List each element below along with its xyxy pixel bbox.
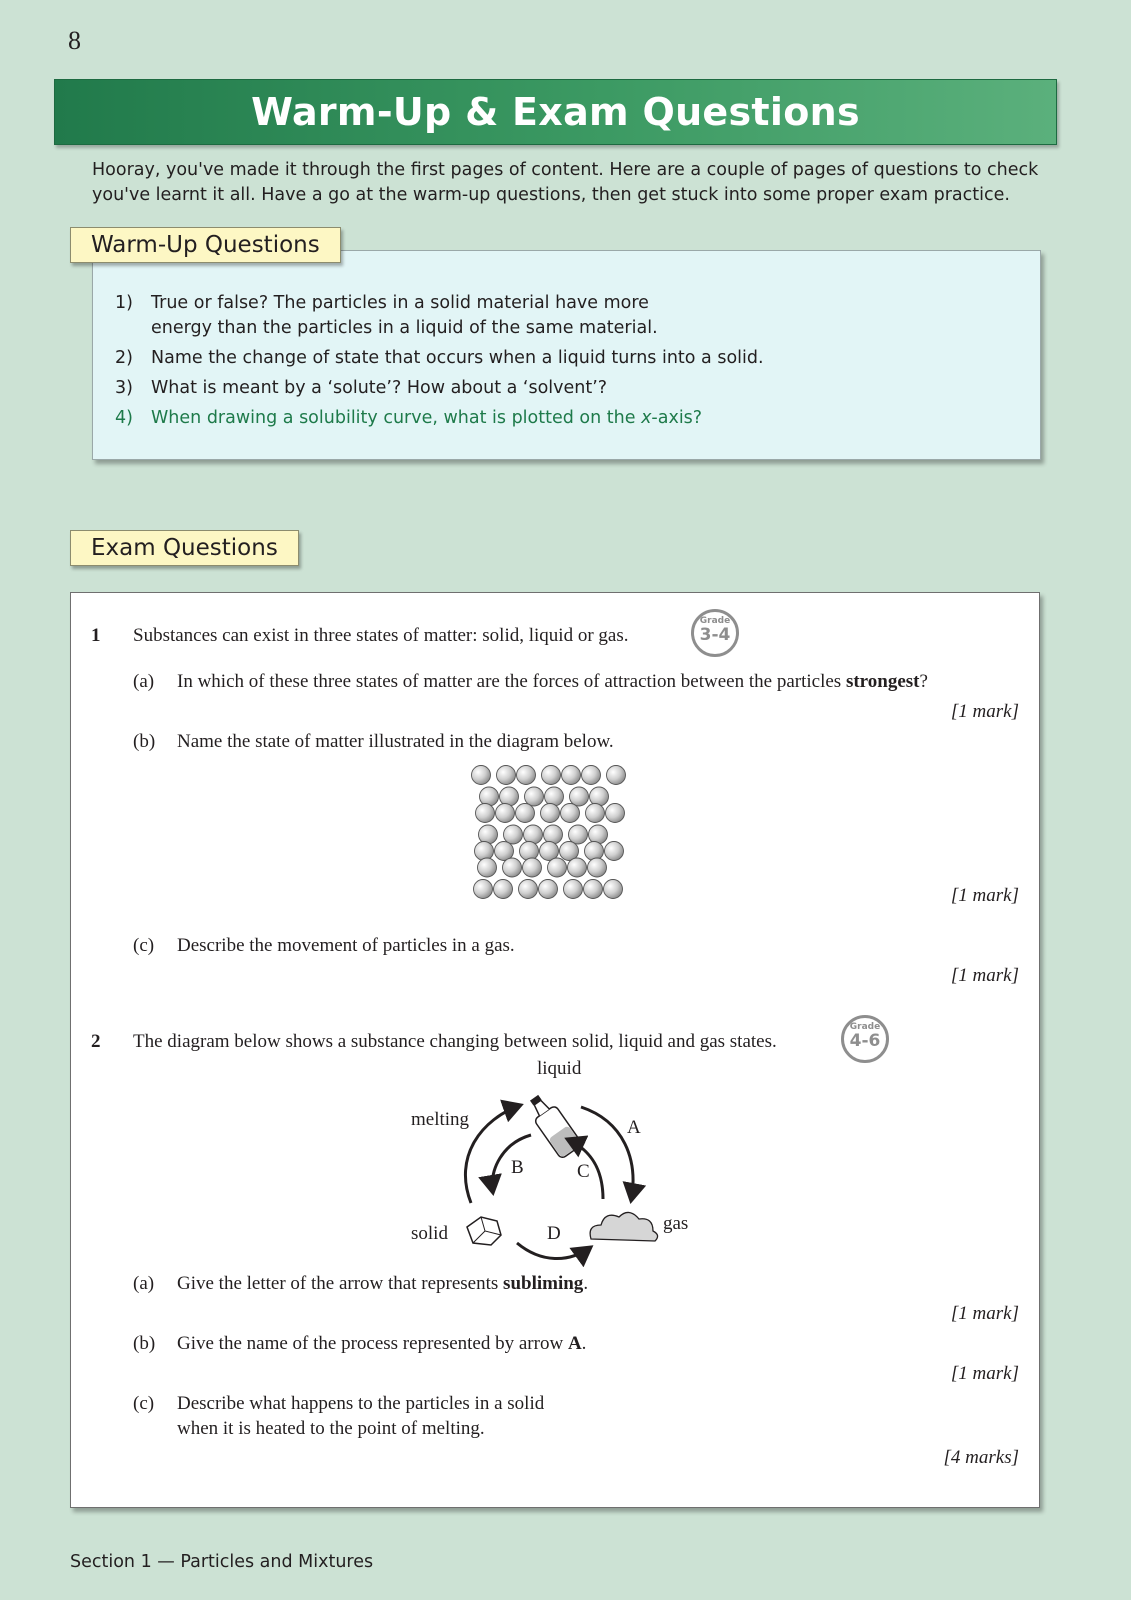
particle xyxy=(586,804,605,823)
warmup-item-number: 1) xyxy=(115,293,133,313)
part-text: Name the state of matter illustrated in the diagram below. xyxy=(177,731,614,752)
rock-icon xyxy=(467,1217,501,1245)
particle xyxy=(504,825,523,844)
intro-text: Hooray, you've made it through the first pages of content. Here are a couple of pages of questions to check you've learnt it all. Have a go at the warm-up questions, then get stuck into some proper exam practice. xyxy=(92,160,1039,205)
page-number: 8 xyxy=(68,26,81,55)
particle xyxy=(545,787,564,806)
part-text xyxy=(177,1333,586,1355)
grade-value: 4-6 xyxy=(849,1031,881,1051)
particle xyxy=(568,858,587,877)
particle xyxy=(479,825,498,844)
particle xyxy=(494,880,513,899)
warmup-item-text-part: -axis? xyxy=(651,408,703,428)
part-text-part: Give the letter of the arrow that represents xyxy=(177,1273,504,1294)
particle xyxy=(544,825,563,844)
particle xyxy=(584,880,603,899)
particle xyxy=(605,842,624,861)
solid-particles-diagram xyxy=(471,765,627,901)
warmup-item xyxy=(115,346,1015,371)
particle xyxy=(520,842,539,861)
exam-box xyxy=(70,592,1040,1508)
title-banner xyxy=(54,79,1057,145)
part-text-part: Give the name of the process represented by arrow xyxy=(177,1333,568,1354)
page-title: Warm-Up & Exam Questions xyxy=(251,90,860,134)
exam-heading: Exam Questions xyxy=(70,530,299,566)
particle xyxy=(472,766,491,785)
particle xyxy=(497,766,516,785)
state-change-diagram xyxy=(391,1059,711,1269)
label-d: D xyxy=(547,1223,561,1244)
particle xyxy=(476,804,495,823)
particle xyxy=(516,804,535,823)
warmup-item-number: 3) xyxy=(115,378,133,398)
part-text xyxy=(177,1273,588,1295)
particle xyxy=(525,787,544,806)
part-text-bold: strongest xyxy=(845,671,920,692)
mark-allocation: [4 marks] xyxy=(943,1447,1019,1468)
particle xyxy=(478,858,497,877)
part-text-bold: subliming xyxy=(503,1273,584,1294)
particle xyxy=(585,842,604,861)
part-text xyxy=(177,671,928,693)
particle xyxy=(564,880,583,899)
particle xyxy=(582,766,601,785)
part-label: (c) xyxy=(133,1393,155,1414)
particle xyxy=(607,766,626,785)
warmup-item-italic: x xyxy=(641,408,652,428)
particle xyxy=(480,787,499,806)
particle xyxy=(475,842,494,861)
particle xyxy=(542,766,561,785)
particle xyxy=(562,766,581,785)
particle xyxy=(569,825,588,844)
part-text-part: In which of these three states of matter are the forces of attraction between the particles xyxy=(177,671,846,692)
grade-badge xyxy=(691,609,739,657)
warmup-item-text xyxy=(151,406,951,431)
label-solid: solid xyxy=(411,1223,448,1244)
part-text-part: . xyxy=(583,1273,589,1294)
part-text: Describe what happens to the particles in a solid xyxy=(177,1393,545,1414)
warmup-item-number: 4) xyxy=(115,408,133,428)
particle xyxy=(500,787,519,806)
particle xyxy=(589,825,608,844)
part-text: when it is heated to the point of melting. xyxy=(177,1418,485,1439)
footer-section-label: Section 1 — Particles and Mixtures xyxy=(70,1552,374,1572)
particle xyxy=(541,804,560,823)
warmup-item xyxy=(115,376,1015,401)
particle xyxy=(548,858,567,877)
mark-allocation: [1 mark] xyxy=(950,965,1019,986)
label-gas: gas xyxy=(663,1213,689,1234)
particle xyxy=(570,787,589,806)
particle xyxy=(588,858,607,877)
warmup-box xyxy=(92,250,1041,460)
part-label: (a) xyxy=(133,671,155,692)
particle xyxy=(524,825,543,844)
label-liquid: liquid xyxy=(537,1059,582,1079)
warmup-heading: Warm-Up Questions xyxy=(70,227,341,263)
question-number: 2 xyxy=(91,1031,101,1052)
bottle-icon xyxy=(523,1090,582,1159)
label-b: B xyxy=(511,1157,524,1178)
arrow-d xyxy=(517,1243,591,1259)
warmup-item-text: Name the change of state that occurs when a liquid turns into a solid. xyxy=(151,348,764,368)
particle xyxy=(606,804,625,823)
part-text-bold: A xyxy=(567,1333,582,1354)
warmup-item xyxy=(115,406,1015,431)
warmup-item-text: What is meant by a ‘solute’? How about a ‘solvent’? xyxy=(151,378,608,398)
part-text-part: . xyxy=(581,1333,587,1354)
particle xyxy=(590,787,609,806)
warmup-item-text-part: When drawing a solubility curve, what is plotted on the xyxy=(151,408,642,428)
part-label: (c) xyxy=(133,935,155,956)
mark-allocation: [1 mark] xyxy=(950,1363,1019,1384)
grade-label: Grade xyxy=(699,616,731,626)
particle xyxy=(604,880,623,899)
grade-label: Grade xyxy=(849,1022,881,1032)
warmup-item xyxy=(115,291,1015,341)
label-a: A xyxy=(627,1117,641,1138)
part-text: Describe the movement of particles in a gas. xyxy=(177,935,515,956)
particle xyxy=(539,880,558,899)
mark-allocation: [1 mark] xyxy=(950,701,1019,722)
part-label: (b) xyxy=(133,731,156,752)
question-text: The diagram below shows a substance changing between solid, liquid and gas states. xyxy=(133,1031,777,1052)
particle xyxy=(523,858,542,877)
grade-badge xyxy=(841,1015,889,1063)
warmup-item-text: True or false? The particles in a solid material have more energy than the particles in a liquid of the same material. xyxy=(151,293,658,338)
particle xyxy=(496,804,515,823)
cloud-icon xyxy=(590,1212,657,1241)
part-label: (b) xyxy=(133,1333,156,1354)
question-text: Substances can exist in three states of matter: solid, liquid or gas. xyxy=(133,625,629,646)
part-text-part: ? xyxy=(919,671,928,692)
warmup-item-number: 2) xyxy=(115,348,133,368)
particle xyxy=(517,766,536,785)
mark-allocation: [1 mark] xyxy=(950,1303,1019,1324)
particle xyxy=(503,858,522,877)
particle xyxy=(561,804,580,823)
question-number: 1 xyxy=(91,625,101,646)
particle xyxy=(519,880,538,899)
mark-allocation: [1 mark] xyxy=(950,885,1019,906)
grade-value: 3-4 xyxy=(699,625,731,645)
label-c: C xyxy=(577,1161,590,1182)
label-melting: melting xyxy=(411,1109,470,1130)
warmup-list xyxy=(115,291,1015,436)
particle xyxy=(474,880,493,899)
part-label: (a) xyxy=(133,1273,155,1294)
